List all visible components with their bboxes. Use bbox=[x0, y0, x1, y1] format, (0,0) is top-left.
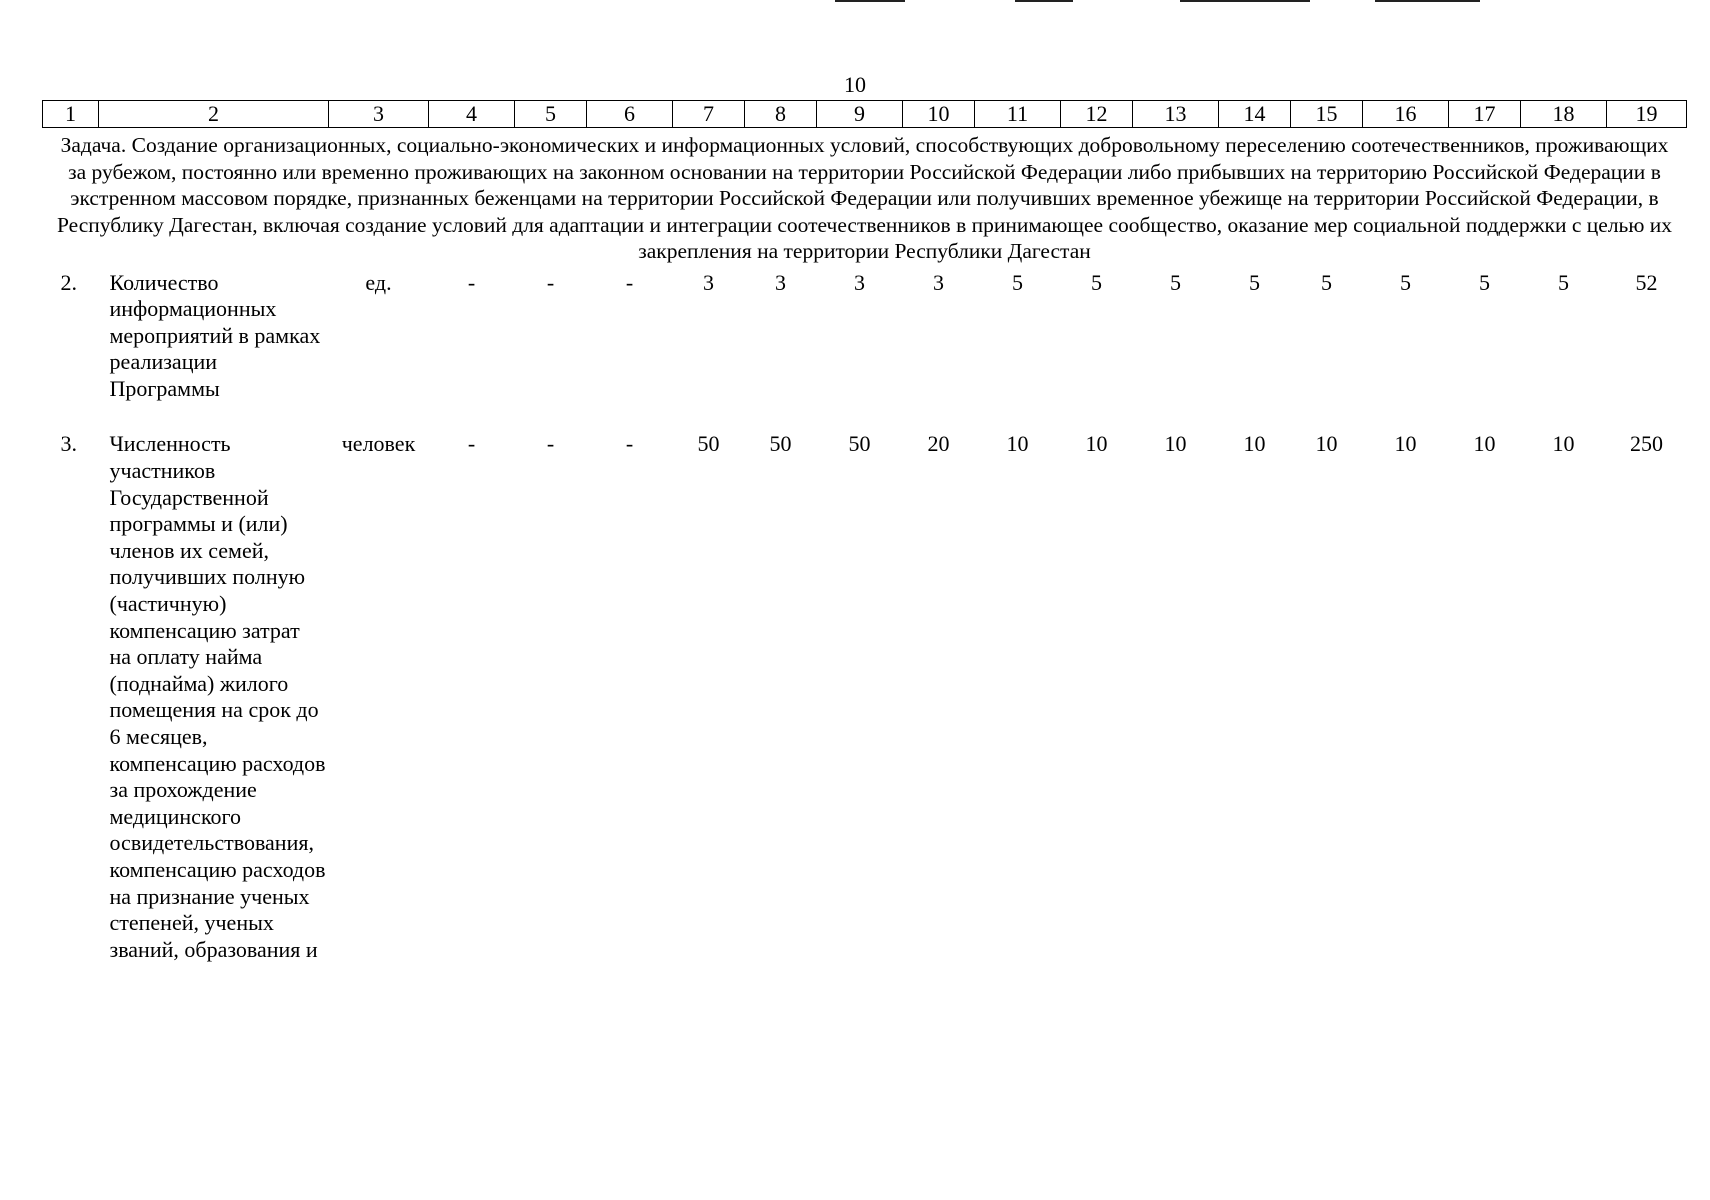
column-number-cell: 18 bbox=[1521, 101, 1607, 128]
value-cell: 10 bbox=[1552, 431, 1575, 457]
value-cell: 5 bbox=[1479, 269, 1490, 295]
column-number-cell: 6 bbox=[587, 101, 673, 128]
value-cell: 5 bbox=[1400, 269, 1411, 295]
scan-artifact-line bbox=[835, 0, 905, 2]
indicators-table bbox=[42, 100, 1687, 963]
column-number-cell: 2 bbox=[99, 101, 329, 128]
value-cell: 20 bbox=[927, 431, 950, 457]
column-number-cell: 9 bbox=[817, 101, 903, 128]
column-number-cell: 10 bbox=[903, 101, 975, 128]
value-cell: 10 bbox=[1164, 431, 1187, 457]
task-description: Задача. Создание организационных, социально-экономических и информационных условий, способствующих добровольному переселению соотечественников, проживающих за рубежом, постоянно или временно проживающих на законном основании на территории Российской Федерации либо прибывших на территорию Российской Федерации в экстренном массовом порядке, признанных беженцами на территории Российской Федерации или получивших временное убежище на территории Российской Федерации, в Республику Дагестан, включая создание условий для адаптации и интеграции соотечественников в принимающее сообщество, оказание мер социальной поддержки с целью их закрепления на территории Республики Дагестан bbox=[56, 133, 1673, 263]
value-cell: 50 bbox=[769, 431, 792, 457]
table-row bbox=[43, 428, 1687, 963]
value-cell: 3 bbox=[703, 269, 714, 295]
value-cell: 10 bbox=[1394, 431, 1417, 457]
value-cell: 5 bbox=[1170, 269, 1181, 295]
table-row bbox=[43, 402, 1687, 428]
column-number-cell: 7 bbox=[673, 101, 745, 128]
column-number-cell: 15 bbox=[1291, 101, 1363, 128]
value-cell: 5 bbox=[1249, 269, 1260, 295]
value-cell: - bbox=[467, 431, 476, 457]
value-cell: 10 bbox=[1006, 431, 1029, 457]
value-cell: - bbox=[546, 269, 555, 295]
row-number: 2. bbox=[60, 269, 77, 295]
column-number-cell: 19 bbox=[1607, 101, 1687, 128]
row-number: 3. bbox=[60, 431, 77, 457]
column-number-cell: 3 bbox=[329, 101, 429, 128]
value-cell: - bbox=[625, 431, 634, 457]
document-table-container bbox=[42, 100, 1684, 963]
value-cell: 5 bbox=[1091, 269, 1102, 295]
table-row bbox=[43, 267, 1687, 403]
column-number-cell: 17 bbox=[1449, 101, 1521, 128]
value-cell: 10 bbox=[1085, 431, 1108, 457]
scan-artifact-line bbox=[1015, 0, 1073, 2]
indicator-name: Количество информационных мероприятий в рамках реализации Программы bbox=[109, 269, 321, 401]
value-cell: 3 bbox=[775, 269, 786, 295]
value-cell: 5 bbox=[1012, 269, 1023, 295]
column-number-cell: 8 bbox=[745, 101, 817, 128]
value-cell: 250 bbox=[1630, 431, 1663, 457]
value-cell: 10 bbox=[1243, 431, 1266, 457]
unit-of-measure: ед. bbox=[365, 269, 392, 295]
value-cell: 10 bbox=[1315, 431, 1338, 457]
column-number-cell: 11 bbox=[975, 101, 1061, 128]
column-number-cell: 4 bbox=[429, 101, 515, 128]
scan-artifact-line bbox=[1375, 0, 1480, 2]
column-number-cell: 14 bbox=[1219, 101, 1291, 128]
value-cell: 10 bbox=[1473, 431, 1496, 457]
column-number-cell: 16 bbox=[1363, 101, 1449, 128]
value-cell: 5 bbox=[1321, 269, 1332, 295]
column-number-cell: 13 bbox=[1133, 101, 1219, 128]
row-spacer bbox=[43, 402, 1687, 428]
column-number-cell: 5 bbox=[515, 101, 587, 128]
column-number-cell: 12 bbox=[1061, 101, 1133, 128]
value-cell: 50 bbox=[848, 431, 871, 457]
value-cell: 5 bbox=[1558, 269, 1569, 295]
value-cell: 50 bbox=[697, 431, 720, 457]
page-number: 10 bbox=[844, 72, 866, 97]
value-cell: 52 bbox=[1635, 269, 1658, 295]
value-cell: - bbox=[467, 269, 476, 295]
unit-of-measure: человек bbox=[341, 431, 416, 457]
value-cell: - bbox=[546, 431, 555, 457]
task-row bbox=[43, 128, 1687, 267]
column-number-header-row bbox=[43, 101, 1687, 128]
value-cell: 3 bbox=[854, 269, 865, 295]
indicator-name: Численность участников Государственной программы и (или) членов их семей, получивших полную (частичную) компенсацию затрат на оплату найма (поднайма) жилого помещения на срок до 6 месяцев, компенсацию расходов за прохождение медицинского освидетельствования, компенсацию расходов на признание ученых степеней, ученых званий, образования и bbox=[109, 431, 326, 962]
scan-artifact-line bbox=[1180, 0, 1310, 2]
value-cell: 3 bbox=[933, 269, 944, 295]
column-number-cell: 1 bbox=[43, 101, 99, 128]
value-cell: - bbox=[625, 269, 634, 295]
